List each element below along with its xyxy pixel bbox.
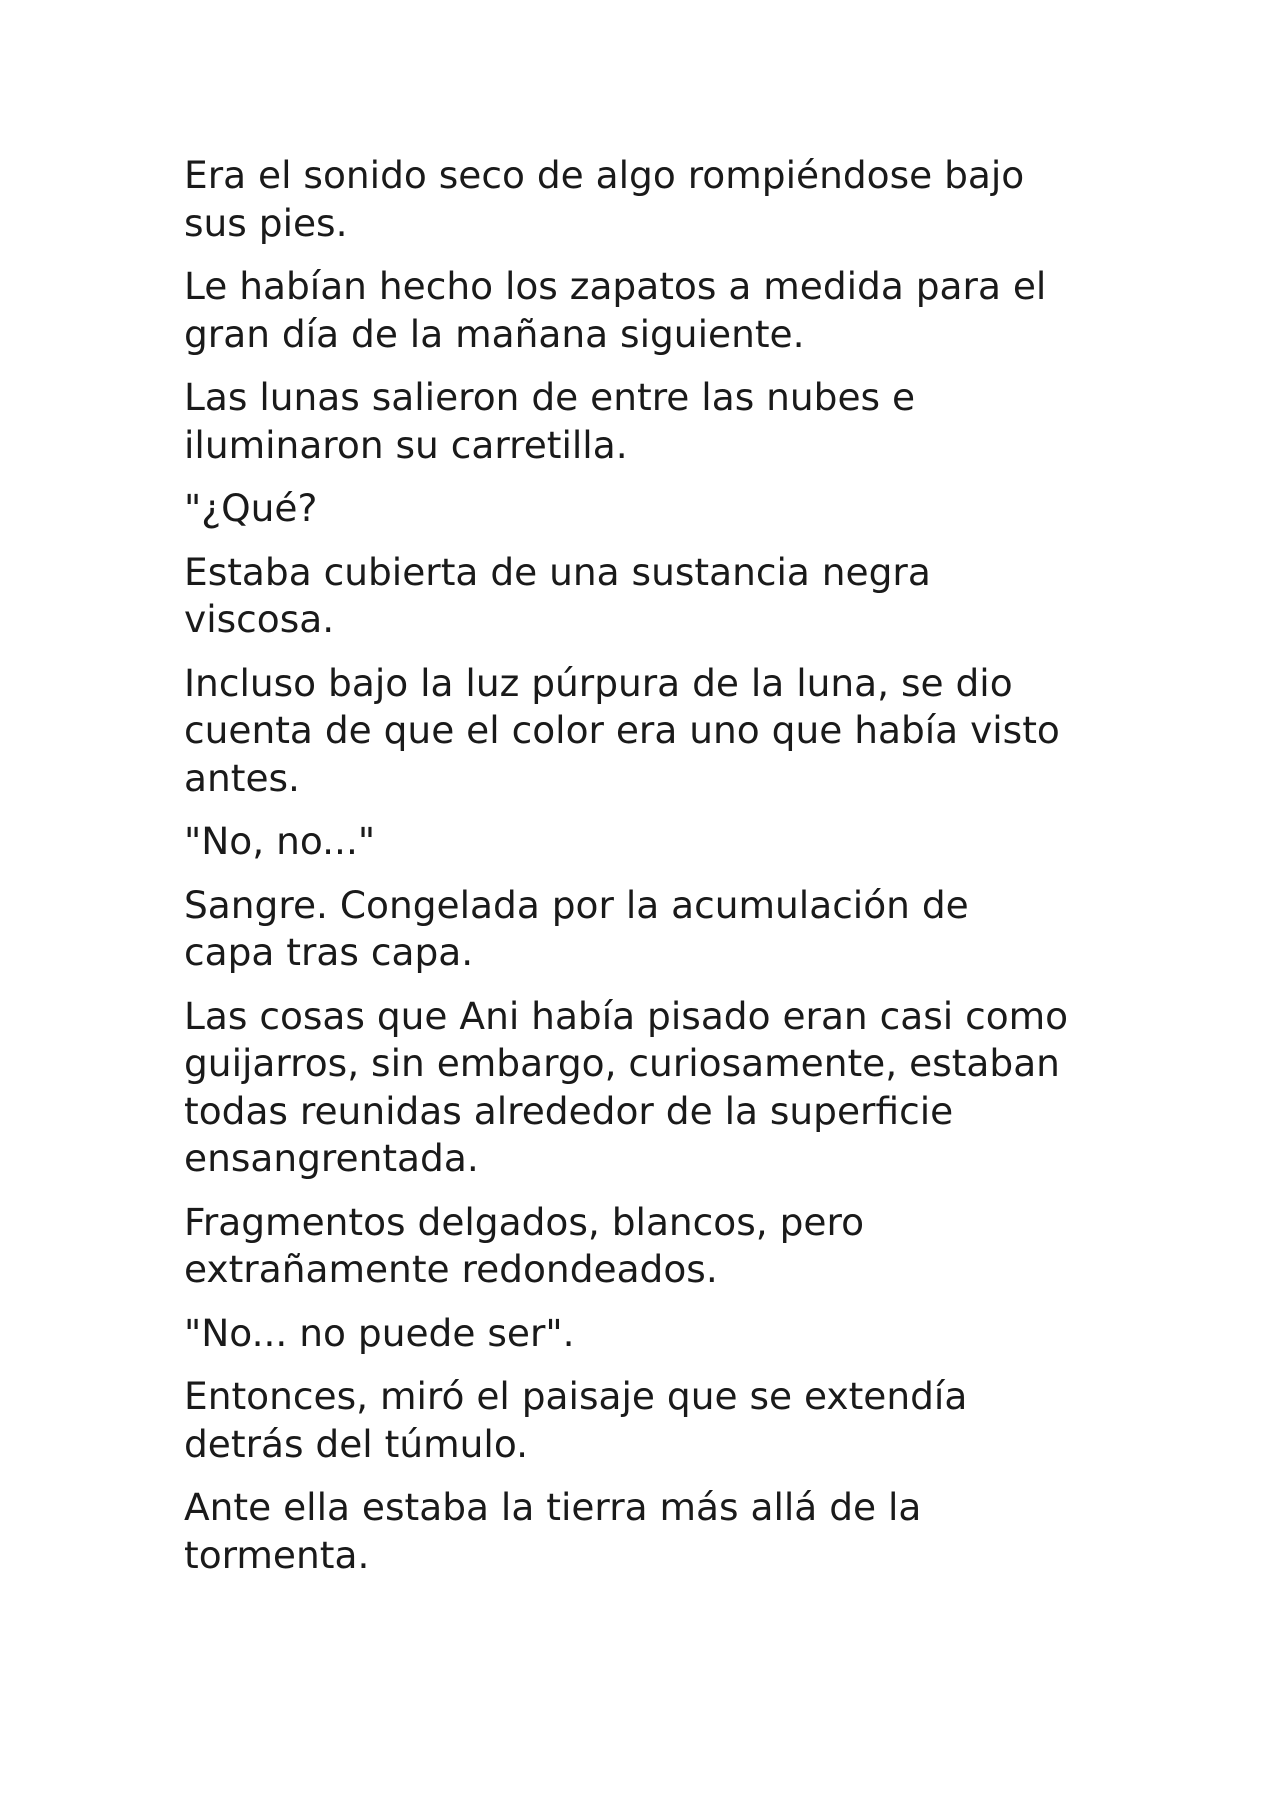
paragraph <box>184 818 1114 866</box>
text-line: Sangre. Congelada por la acumulación de <box>184 882 969 927</box>
text-line: capa tras capa. <box>184 930 474 974</box>
text-line: gran día de la mañana siguiente. <box>184 311 805 356</box>
text-line: Las cosas que Ani había pisado eran casi como <box>184 993 1069 1038</box>
text-line: Estaba cubierta de una sustancia negra <box>184 549 931 594</box>
paragraph <box>184 549 1114 644</box>
text-line: Le habían hecho los zapatos a medida para el <box>184 264 1047 308</box>
text-line: Ante ella estaba la tierra más allá de la <box>184 1485 922 1529</box>
paragraph <box>184 485 1114 533</box>
text-line: iluminaron su carretilla. <box>184 422 628 467</box>
paragraph <box>184 263 1114 358</box>
text-line: sus pies. <box>184 200 348 245</box>
text-line: antes. <box>184 755 300 800</box>
text-line: Incluso bajo la luz púrpura de la luna, se dio <box>184 660 1013 705</box>
text-line: todas reunidas alrededor de la superficie <box>184 1088 954 1133</box>
text-line: Fragmentos delgados, blancos, pero <box>184 1199 865 1244</box>
text-line: Las lunas salieron de entre las nubes e <box>184 375 916 419</box>
text-line: ensangrentada. <box>184 1136 479 1180</box>
text-line: cuenta de que el color era uno que había visto <box>184 708 1060 752</box>
paragraph <box>184 1310 1114 1358</box>
text-line: detrás del túmulo. <box>184 1421 529 1466</box>
paragraph <box>184 882 1114 977</box>
paragraph <box>184 1199 1114 1294</box>
paragraph <box>184 660 1114 803</box>
text-line: viscosa. <box>184 597 335 641</box>
text-line: guijarros, sin embargo, curiosamente, estaban <box>184 1041 1060 1085</box>
paragraph <box>184 1484 1114 1579</box>
paragraph <box>184 993 1114 1183</box>
text-line: "No, no..." <box>184 819 376 863</box>
text-line: Entonces, miró el paisaje que se extendía <box>184 1374 968 1418</box>
text-line: "No... no puede ser". <box>184 1310 575 1355</box>
paragraph <box>184 374 1114 469</box>
text-body <box>184 152 1114 1595</box>
text-line: Era el sonido seco de algo rompiéndose bajo <box>184 153 1025 197</box>
paragraph <box>184 1373 1114 1468</box>
paragraph <box>184 152 1114 247</box>
text-line: extrañamente redondeados. <box>184 1247 718 1291</box>
text-line: "¿Qué? <box>184 486 318 530</box>
text-line: tormenta. <box>184 1532 370 1577</box>
